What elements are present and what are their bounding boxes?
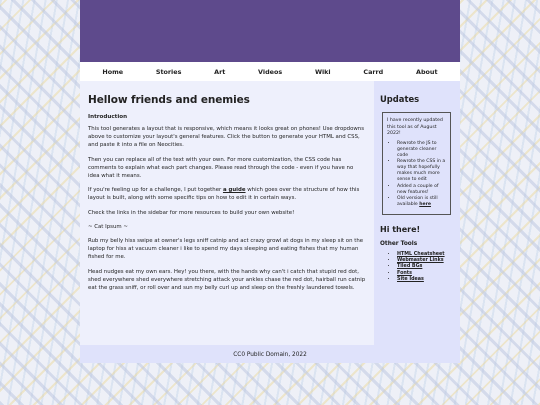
paragraph-7: Head nudges eat my own ears. Hey! you there, with the hands why can't i catch that stupid red dot, shed everywhere shed everywhere stretching attack your ankles chase the red dot, hairball run catnip eat the grass sniff, or roll over and sun my belly curl up and sleep on the freshly laundered towels.: [88, 268, 366, 292]
old-version-text: Old version is still available: [397, 196, 438, 208]
paragraph-5: ~ Cat Ipsum ~: [88, 223, 128, 230]
intro-heading: Introduction: [88, 114, 128, 120]
paragraph-1: This tool generates a layout that is responsive, which means it looks great on phones! Use dropdowns above to customize your layout's general features. Click the button to generate your HTML and CSS, and paste it into a file on Neocities.: [88, 126, 365, 149]
nav-wiki[interactable]: Wiki: [314, 67, 331, 76]
updates-intro: I have recently updated this tool as of August 2022!: [387, 118, 443, 137]
list-item: • Rewrote the JS to generate cleaner code: [397, 141, 446, 159]
nav-videos[interactable]: Videos: [258, 67, 283, 76]
paragraph-6: Rub my belly hiss swipe at owner's legs sniff catnip and act crazy growl at dogs in my sleep sit on the laptop for hiss at vacuum cleaner i like to spend my days sleeping and eating fishes that my human fished for me.: [88, 238, 364, 261]
list-item: • Added a couple of new features!: [397, 184, 446, 196]
tools-list: [380, 252, 454, 283]
nav-about[interactable]: About: [416, 67, 438, 76]
link-tiled-bgs[interactable]: Tiled BGs: [397, 264, 423, 270]
link-site-ideas[interactable]: Site Ideas: [397, 276, 424, 282]
sidebar: [380, 94, 454, 283]
main-column: [80, 81, 374, 345]
nav-stories[interactable]: Stories: [155, 67, 182, 76]
paragraph-3-start: If you're feeling up for a challenge, I put together: [88, 187, 223, 194]
other-tools-heading: Other Tools: [380, 240, 418, 247]
nav-carrd[interactable]: Carrd: [363, 67, 384, 76]
footer-text: CC0 Public Domain, 2022: [233, 351, 307, 358]
link-html-cheatsheet[interactable]: HTML Cheatsheet: [397, 251, 445, 257]
paragraph-3-end: which goes over the structure of how this layout is built, along with some specific tips on how to edit it in certain ways.: [88, 187, 360, 202]
link-webmaster-links[interactable]: Webmaster Links: [397, 258, 444, 264]
list-item: [397, 196, 446, 208]
updates-box: [382, 112, 451, 215]
list-item: • Rewrote the CSS in a way that hopefully makes much more sense to edit: [397, 159, 446, 183]
guide-link[interactable]: a guide: [222, 187, 246, 194]
link-fonts[interactable]: Fonts: [397, 270, 412, 276]
list-item: [397, 277, 454, 283]
top-nav: [80, 62, 460, 81]
old-version-link[interactable]: here: [419, 202, 431, 208]
page-container: [80, 0, 460, 405]
updates-title: Updates: [380, 94, 420, 104]
content-area: [80, 81, 460, 363]
paragraph-4: Check the links in the sidebar for more resources to build your own website!: [88, 209, 295, 216]
nav-home[interactable]: Home: [102, 67, 124, 76]
footer: [80, 346, 460, 363]
hi-there-heading: Hi there!: [380, 224, 421, 234]
nav-art[interactable]: Art: [214, 67, 226, 76]
paragraph-2: Then you can replace all of the text with your own. For more customization, the CSS code has comments to explain what each part changes. Please read through the code - even if you have no idea what it means.: [88, 156, 354, 180]
header-banner: [80, 0, 460, 62]
page-title: Hellow friends and enemies: [88, 94, 250, 106]
paragraph-3: [88, 186, 366, 202]
updates-list: [387, 141, 446, 209]
